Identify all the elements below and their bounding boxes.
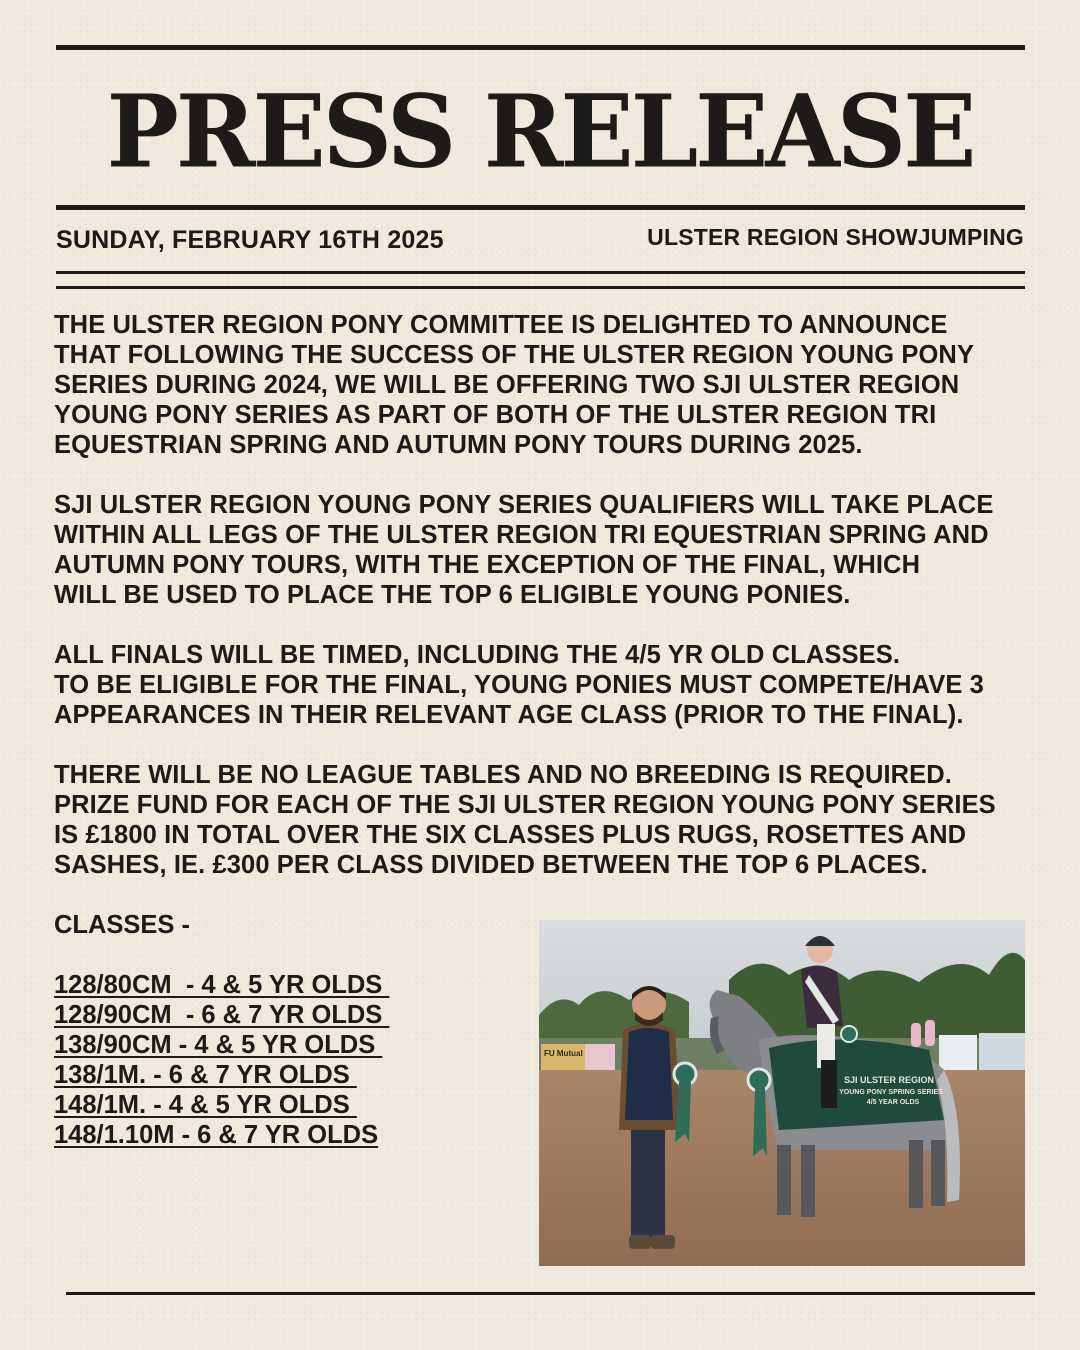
body-line: SERIES DURING 2024, WE WILL BE OFFERING TWO SJI ULSTER REGION	[54, 371, 960, 399]
paragraph-announcement	[54, 310, 1034, 460]
white-board	[939, 1035, 977, 1071]
class-item: 128/90CM - 6 & 7 YR OLDS	[54, 1001, 390, 1029]
release-body	[54, 310, 1034, 910]
rug-text: 4/5 YEAR OLDS	[866, 1099, 920, 1106]
title-underline-rule	[56, 205, 1025, 210]
dateline-rule-lower	[56, 286, 1025, 289]
rug-text: SJI ULSTER REGION	[843, 1075, 935, 1085]
page-title: PRESS RELEASE	[106, 72, 974, 191]
pink-jump-pole	[925, 1020, 935, 1046]
dateline-rule-upper	[56, 271, 1025, 274]
body-line: THERE WILL BE NO LEAGUE TABLES AND NO BREEDING IS REQUIRED.	[54, 761, 952, 789]
paragraph-finals	[54, 640, 1034, 730]
blue-board	[979, 1033, 1025, 1071]
rug-text: YOUNG PONY SPRING SERIES	[839, 1089, 943, 1096]
body-line: AUTUMN PONY TOURS, WITH THE EXCEPTION OF THE FINAL, WHICH	[54, 551, 921, 579]
organisation-name: ULSTER REGION SHOWJUMPING	[647, 224, 1024, 250]
body-line: SASHES, IE. £300 PER CLASS DIVIDED BETWEEN THE TOP 6 PLACES.	[54, 851, 928, 879]
paragraph-qualifiers	[54, 490, 1034, 610]
body-line: YOUNG PONY SERIES AS PART OF BOTH OF THE ULSTER REGION TRI	[54, 401, 937, 429]
body-line: PRIZE FUND FOR EACH OF THE SJI ULSTER REGION YOUNG PONY SERIES	[54, 791, 996, 819]
photo-illustration	[539, 920, 1025, 1266]
release-date: SUNDAY, FEBRUARY 16TH 2025	[56, 226, 444, 254]
class-item: 128/80CM - 4 & 5 YR OLDS	[54, 971, 390, 999]
bottom-rule	[66, 1292, 1035, 1295]
winner-presentation-photo	[539, 920, 1025, 1266]
body-line: EQUESTRIAN SPRING AND AUTUMN PONY TOURS DURING 2025.	[54, 431, 863, 459]
body-line: SJI ULSTER REGION YOUNG PONY SERIES QUALIFIERS WILL TAKE PLACE	[54, 491, 994, 519]
paragraph-prize-fund	[54, 760, 1034, 880]
pink-board	[585, 1044, 615, 1072]
body-line: THE ULSTER REGION PONY COMMITTEE IS DELIGHTED TO ANNOUNCE	[54, 311, 948, 339]
body-line: APPEARANCES IN THEIR RELEVANT AGE CLASS (PRIOR TO THE FINAL).	[54, 701, 964, 729]
sponsor-board-text: FU Mutual	[544, 1049, 583, 1058]
body-line: ALL FINALS WILL BE TIMED, INCLUDING THE 4/5 YR OLD CLASSES.	[54, 641, 901, 669]
classes-heading: CLASSES -	[54, 911, 191, 939]
pink-jump-pole	[911, 1023, 921, 1047]
body-line: WITHIN ALL LEGS OF THE ULSTER REGION TRI EQUESTRIAN SPRING AND	[54, 521, 989, 549]
classes-list	[54, 970, 389, 1150]
body-line: IS £1800 IN TOTAL OVER THE SIX CLASSES PLUS RUGS, ROSETTES AND	[54, 821, 967, 849]
body-line: TO BE ELIGIBLE FOR THE FINAL, YOUNG PONIES MUST COMPETE/HAVE 3	[54, 671, 984, 699]
class-item: 148/1M. - 4 & 5 YR OLDS	[54, 1091, 357, 1119]
class-item: 148/1.10M - 6 & 7 YR OLDS	[54, 1121, 379, 1149]
body-line: THAT FOLLOWING THE SUCCESS OF THE ULSTER REGION YOUNG PONY	[54, 341, 975, 369]
top-rule	[56, 45, 1025, 50]
body-line: WILL BE USED TO PLACE THE TOP 6 ELIGIBLE YOUNG PONIES.	[54, 581, 851, 609]
class-item: 138/90CM - 4 & 5 YR OLDS	[54, 1031, 383, 1059]
class-item: 138/1M. - 6 & 7 YR OLDS	[54, 1061, 357, 1089]
